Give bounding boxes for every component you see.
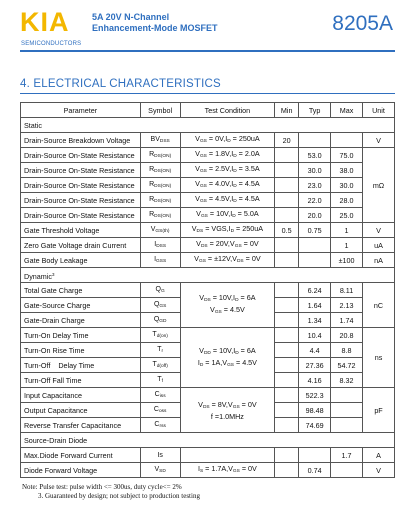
typ-cell: 4.16 — [299, 373, 331, 388]
typ-cell: 0.75 — [299, 223, 331, 238]
min-cell — [275, 148, 299, 163]
symbol-cell: $I_{DSS}$ — [140, 238, 180, 253]
condition-cell: $V_{GS} = 10V,I_D = 5.0A$ — [180, 208, 275, 223]
min-cell — [275, 343, 299, 358]
max-cell: 8.11 — [331, 283, 363, 298]
symbol-cell: $V_{GS(th)}$ — [140, 223, 180, 238]
max-cell: 1 — [331, 238, 363, 253]
min-cell — [275, 388, 299, 403]
min-cell — [275, 298, 299, 313]
max-cell: 1 — [331, 223, 363, 238]
typ-cell — [299, 253, 331, 268]
table-row — [21, 148, 395, 163]
condition-line-2: f =1.0MHz — [210, 411, 244, 421]
typ-cell: 4.4 — [299, 343, 331, 358]
max-cell: 8.32 — [331, 373, 363, 388]
section-row-dynamic — [21, 268, 395, 283]
condition-cell: $V_{GS} = 1.8V,I_D = 2.0A$ — [180, 148, 275, 163]
table-row — [21, 208, 395, 223]
section-row-static — [21, 118, 395, 133]
max-cell: 38.0 — [331, 163, 363, 178]
capacitance-condition-cell — [180, 388, 275, 433]
section-divider — [20, 93, 395, 94]
header-min: Min — [275, 103, 299, 118]
typ-cell: 10.4 — [299, 328, 331, 343]
typ-cell — [299, 133, 331, 148]
condition-cell: $V_{DS} = 20V,V_{GS} = 0V$ — [180, 238, 275, 253]
symbol-cell: $T_f$ — [140, 373, 180, 388]
param-cell: Turn-Off Delay Time — [21, 358, 141, 373]
unit-cell-capacitance: pF — [363, 388, 395, 433]
max-cell: 25.0 — [331, 208, 363, 223]
param-cell: Gate-Drain Charge — [21, 313, 141, 328]
param-cell: Gate-Source Charge — [21, 298, 141, 313]
param-cell: Reverse Transfer Capacitance — [21, 418, 141, 433]
kia-logo — [20, 8, 90, 48]
param-cell: Gate Threshold Voltage — [21, 223, 141, 238]
min-cell — [275, 358, 299, 373]
symbol-cell: $I_{GSS}$ — [140, 253, 180, 268]
max-cell — [331, 418, 363, 433]
unit-cell: V — [363, 133, 395, 148]
table-row — [21, 283, 395, 298]
symbol-cell: $C_{oss}$ — [140, 403, 180, 418]
unit-cell: V — [363, 223, 395, 238]
typ-cell: 74.69 — [299, 418, 331, 433]
max-cell: 75.0 — [331, 148, 363, 163]
param-cell: Drain-Source On-State Resistance — [21, 178, 141, 193]
logo-subtext: SEMICONDUCTORS — [21, 41, 82, 47]
section-title: 4. ELECTRICAL CHARACTERISTICS — [20, 78, 221, 90]
symbol-cell: $Q_{GD}$ — [140, 313, 180, 328]
symbol-cell: $R_{DS(ON)}$ — [140, 208, 180, 223]
condition-cell: $V_{GS} = 4.5V,I_D = 4.5A$ — [180, 193, 275, 208]
symbol-cell: $V_{SD}$ — [140, 463, 180, 478]
min-cell — [275, 208, 299, 223]
symbol-cell: $R_{DS(ON)}$ — [140, 178, 180, 193]
param-cell: Input Capacitance — [21, 388, 141, 403]
min-cell — [275, 463, 299, 478]
header-symbol: Symbol — [140, 103, 180, 118]
symbol-cell: $Q_G$ — [140, 283, 180, 298]
symbol-cell: $R_{DS(ON)}$ — [140, 148, 180, 163]
condition-cell: $V_{GS} = 4.0V,I_D = 4.5A$ — [180, 178, 275, 193]
symbol-cell: Is — [140, 448, 180, 463]
unit-cell-rds: mΩ — [363, 148, 395, 223]
dynamic-footnote-mark: 3 — [51, 271, 55, 277]
condition-line-1: $V_{DS} = 8V,V_{GS} = 0V$ — [198, 399, 257, 410]
min-cell — [275, 238, 299, 253]
source-drain-label: Source-Drain Diode — [21, 433, 395, 448]
param-cell: Drain-Source On-State Resistance — [21, 208, 141, 223]
max-cell: 2.13 — [331, 298, 363, 313]
typ-cell: 1.64 — [299, 298, 331, 313]
typ-cell: 27.36 — [299, 358, 331, 373]
unit-cell: nA — [363, 253, 395, 268]
logo-letters: KIA — [20, 7, 70, 37]
min-cell: 0.5 — [275, 223, 299, 238]
table-header-row — [21, 103, 395, 118]
condition-line-2: $I_D = 1A,V_{GS} = 4.5V$ — [197, 357, 257, 368]
header-typ: Typ — [299, 103, 331, 118]
symbol-cell: $BV_{DSS}$ — [140, 133, 180, 148]
min-cell — [275, 178, 299, 193]
condition-line-1: $V_{DS} = 10V,I_D = 6A$ — [199, 293, 256, 303]
max-cell: 54.72 — [331, 358, 363, 373]
table-row — [21, 448, 395, 463]
table-notes — [22, 483, 200, 500]
max-cell: 30.0 — [331, 178, 363, 193]
table-row — [21, 388, 395, 403]
min-cell — [275, 373, 299, 388]
min-cell — [275, 403, 299, 418]
typ-cell — [299, 448, 331, 463]
typ-cell: 6.24 — [299, 283, 331, 298]
min-cell: 20 — [275, 133, 299, 148]
symbol-cell: $C_{rss}$ — [140, 418, 180, 433]
condition-cell: $I_S = 1.7A,V_{GS} = 0V$ — [180, 463, 275, 478]
symbol-cell: $R_{DS(ON)}$ — [140, 163, 180, 178]
unit-cell-charge: nC — [363, 283, 395, 328]
param-cell: Gate Body Leakage — [21, 253, 141, 268]
table-row — [21, 223, 395, 238]
unit-cell: A — [363, 448, 395, 463]
section-row-source-drain — [21, 433, 395, 448]
electrical-characteristics-table — [20, 102, 395, 478]
max-cell — [331, 133, 363, 148]
param-cell: Zero Gate Voltage drain Current — [21, 238, 141, 253]
product-line-2: Enhancement-Mode MOSFET — [92, 23, 218, 33]
param-cell: Drain-Source Breakdown Voltage — [21, 133, 141, 148]
part-number: 8205A — [332, 12, 393, 35]
param-cell: Drain-Source On-State Resistance — [21, 193, 141, 208]
condition-cell — [180, 448, 275, 463]
symbol-cell: $R_{DS(ON)}$ — [140, 193, 180, 208]
table-row — [21, 193, 395, 208]
typ-cell: 22.0 — [299, 193, 331, 208]
typ-cell: 20.0 — [299, 208, 331, 223]
typ-cell: 53.0 — [299, 148, 331, 163]
min-cell — [275, 193, 299, 208]
param-cell: Drain-Source On-State Resistance — [21, 163, 141, 178]
param-cell: Turn-On Delay Time — [21, 328, 141, 343]
header-max: Max — [331, 103, 363, 118]
min-cell — [275, 448, 299, 463]
condition-cell: $V_{GS} = 2.5V,I_D = 3.5A$ — [180, 163, 275, 178]
condition-cell: $V_{GS} = \pm 12V,V_{DS} = 0V$ — [180, 253, 275, 268]
unit-cell: uA — [363, 238, 395, 253]
max-cell: 20.8 — [331, 328, 363, 343]
param-cell: Total Gate Charge — [21, 283, 141, 298]
max-cell: 8.8 — [331, 343, 363, 358]
param-cell: Turn-On Rise Time — [21, 343, 141, 358]
param-cell: Max.Diode Forward Current — [21, 448, 141, 463]
min-cell — [275, 418, 299, 433]
gate-charge-condition-cell — [180, 283, 275, 328]
param-cell: Drain-Source On-State Resistance — [21, 148, 141, 163]
typ-cell: 23.0 — [299, 178, 331, 193]
header-divider — [20, 50, 395, 52]
switching-condition-cell — [180, 328, 275, 388]
condition-line-1: $V_{DD} = 10V,I_D = 6A$ — [199, 345, 256, 356]
typ-cell: 1.34 — [299, 313, 331, 328]
max-cell — [331, 463, 363, 478]
table-row — [21, 253, 395, 268]
typ-cell: 30.0 — [299, 163, 331, 178]
condition-cell: $V_{GS} = 0V,I_D = 250uA$ — [180, 133, 275, 148]
table-row — [21, 238, 395, 253]
unit-cell-time: ns — [363, 328, 395, 388]
header-unit: Unit — [363, 103, 395, 118]
param-cell: Output Capacitance — [21, 403, 141, 418]
header-test-condition: Test Condition — [180, 103, 275, 118]
typ-cell: 522.3 — [299, 388, 331, 403]
datasheet-header — [0, 0, 415, 52]
max-cell: 1.7 — [331, 448, 363, 463]
min-cell — [275, 313, 299, 328]
symbol-cell: $T_{d(on)}$ — [140, 328, 180, 343]
param-cell: Diode Forward Voltage — [21, 463, 141, 478]
unit-cell: V — [363, 463, 395, 478]
note-guaranteed-by-design: 3. Guaranteed by design; not subject to production testing — [38, 491, 200, 500]
typ-cell: 0.74 — [299, 463, 331, 478]
dynamic-label: Dynamic$^3$ — [21, 268, 395, 283]
product-description — [92, 12, 218, 34]
symbol-cell: $C_{iss}$ — [140, 388, 180, 403]
max-cell — [331, 403, 363, 418]
symbol-cell: $T_r$ — [140, 343, 180, 358]
param-cell: Turn-Off Fall Time — [21, 373, 141, 388]
note-pulse-test: Note: Pulse test: pulse width <= 300us, duty cycle<= 2% — [22, 483, 182, 491]
max-cell: ±100 — [331, 253, 363, 268]
max-cell: 28.0 — [331, 193, 363, 208]
table-row — [21, 133, 395, 148]
table-row — [21, 463, 395, 478]
min-cell — [275, 283, 299, 298]
symbol-cell: $T_{d(off)}$ — [140, 358, 180, 373]
condition-cell: $V_{DS} = VGS,I_D = 250uA$ — [180, 223, 275, 238]
min-cell — [275, 328, 299, 343]
typ-cell: 98.48 — [299, 403, 331, 418]
static-label: Static — [21, 118, 395, 133]
typ-cell — [299, 238, 331, 253]
table-row — [21, 178, 395, 193]
table-row — [21, 328, 395, 343]
min-cell — [275, 253, 299, 268]
symbol-cell: $Q_{GS}$ — [140, 298, 180, 313]
min-cell — [275, 163, 299, 178]
table-row — [21, 163, 395, 178]
product-line-1: 5A 20V N-Channel — [92, 12, 170, 22]
condition-line-2: $V_{GS} = 4.5V$ — [210, 305, 245, 315]
header-parameter: Parameter — [21, 103, 141, 118]
max-cell — [331, 388, 363, 403]
max-cell: 1.74 — [331, 313, 363, 328]
